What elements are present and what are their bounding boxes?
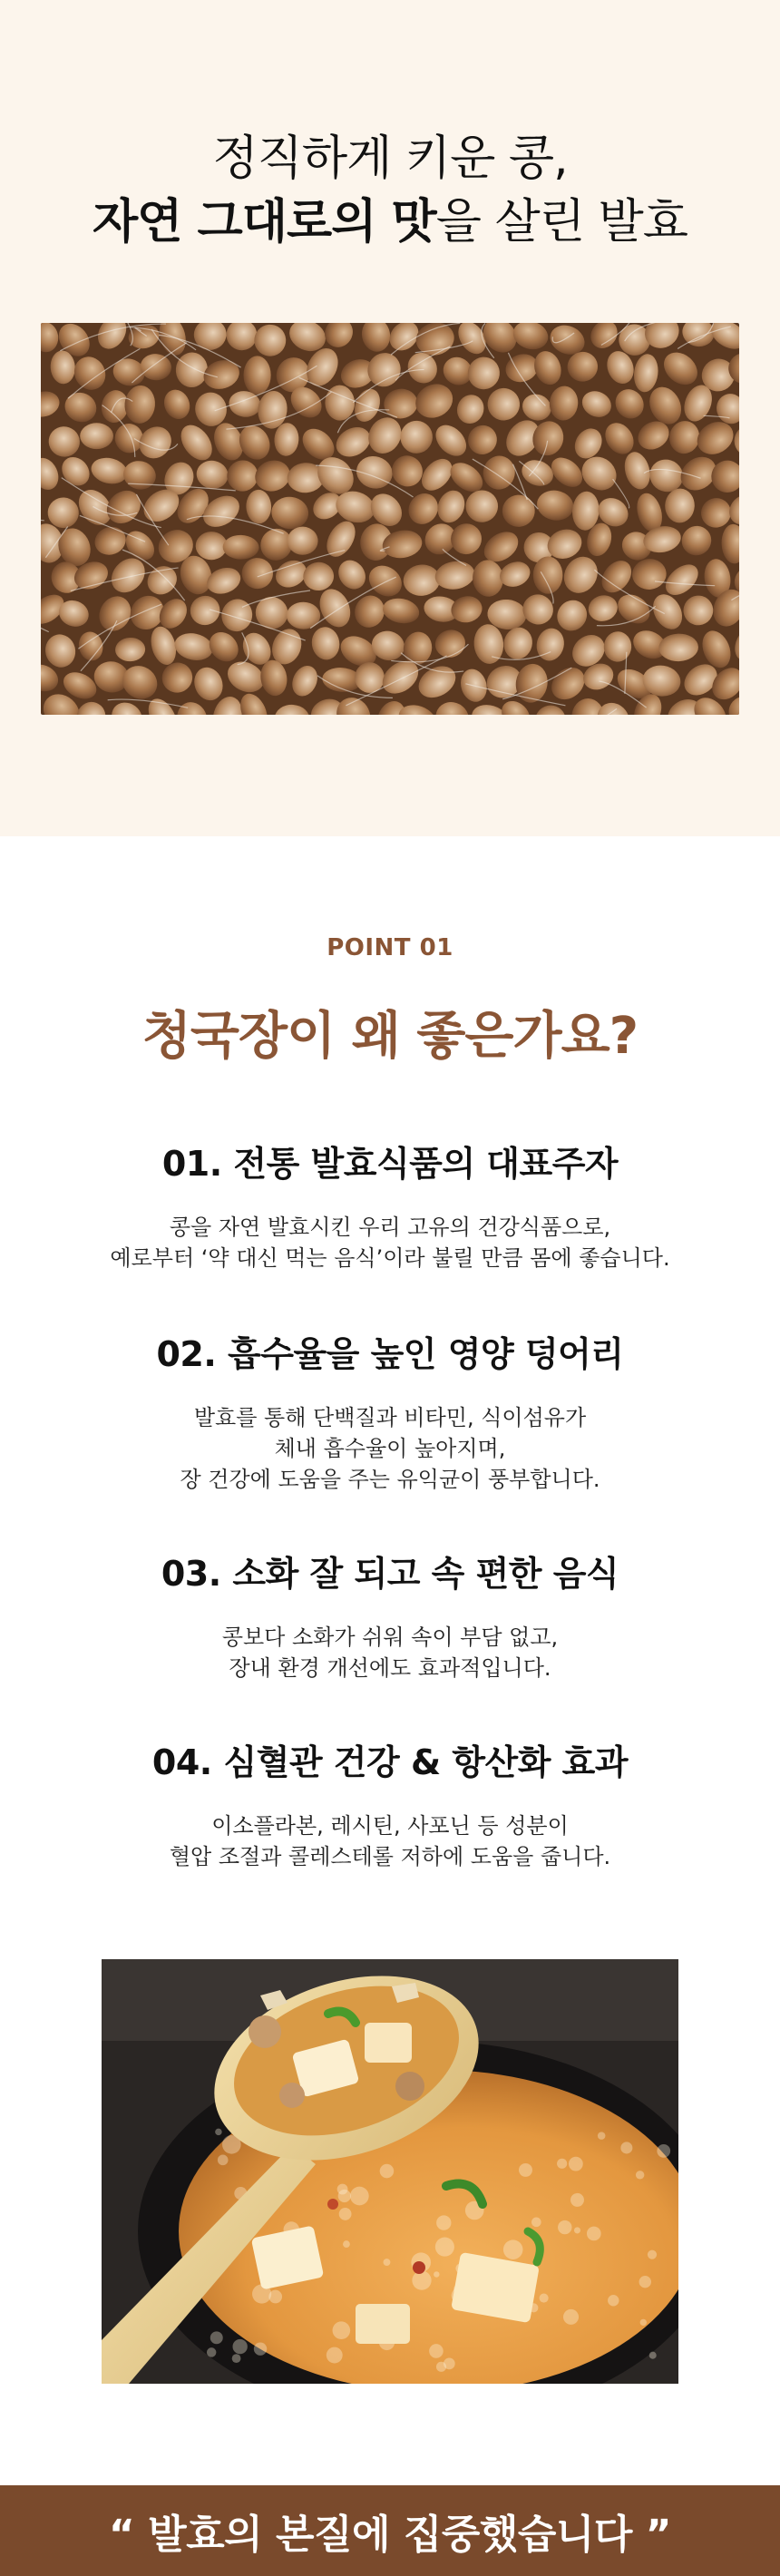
benefit-heading: 04. 심혈관 건강 & 항산화 효과 [151, 1742, 629, 1782]
benefit-description [0, 1622, 780, 1683]
stew-photo [102, 1959, 678, 2384]
benefit-line: 콩보다 소화가 쉬워 속이 부담 없고, [221, 1625, 559, 1650]
point-label: POINT 01 [327, 934, 453, 961]
banner-text: “ 발효의 본질에 집중했습니다 ” [108, 2512, 672, 2558]
closing-banner [0, 2485, 780, 2576]
benefit-line: 이소플라본, 레시틴, 사포닌 등 성분이 [211, 1813, 569, 1839]
hero-title-rest: 을 살린 발효 [435, 195, 688, 249]
benefit-line: 체내 흡수율이 높아지며, [274, 1436, 506, 1461]
benefit-description [0, 1212, 780, 1273]
hero-title-line1: 정직하게 키운 콩, [212, 132, 568, 186]
natto-photo [41, 323, 739, 715]
benefit-heading: 02. 흡수율을 높인 영양 덩어리 [156, 1334, 624, 1374]
benefit-line: 장 건강에 도움을 주는 유익균이 풍부합니다. [180, 1467, 600, 1492]
benefit-line: 발효를 통해 단백질과 비타민, 식이섬유가 [193, 1405, 587, 1430]
section-title: 청국장이 왜 좋은가요? [141, 1007, 639, 1066]
benefit-line: 콩을 자연 발효시킨 우리 고유의 건강식품으로, [169, 1215, 611, 1240]
hero-title-emphasis: 자연 그대로의 맛 [92, 195, 436, 249]
benefit-description [0, 1810, 780, 1872]
benefit-item-2 [0, 1332, 780, 1495]
benefit-heading: 03. 소화 잘 되고 속 편한 음식 [161, 1554, 619, 1594]
benefit-line: 예로부터 ‘약 대신 먹는 음식’이라 불릴 만큼 몸에 좋습니다. [110, 1245, 670, 1271]
hero-title-line2 [0, 190, 780, 254]
benefit-description [0, 1402, 780, 1495]
benefit-line: 혈압 조절과 콜레스테롤 저하에 도움을 줍니다. [169, 1844, 611, 1869]
benefit-item-1 [0, 1141, 780, 1273]
hero-title [0, 127, 780, 254]
benefit-line: 장내 환경 개선에도 효과적입니다. [229, 1655, 551, 1681]
hero-section [0, 0, 780, 836]
benefit-item-3 [0, 1551, 780, 1683]
benefit-heading: 01. 전통 발효식품의 대표주자 [161, 1144, 619, 1184]
benefit-item-4 [0, 1740, 780, 1872]
